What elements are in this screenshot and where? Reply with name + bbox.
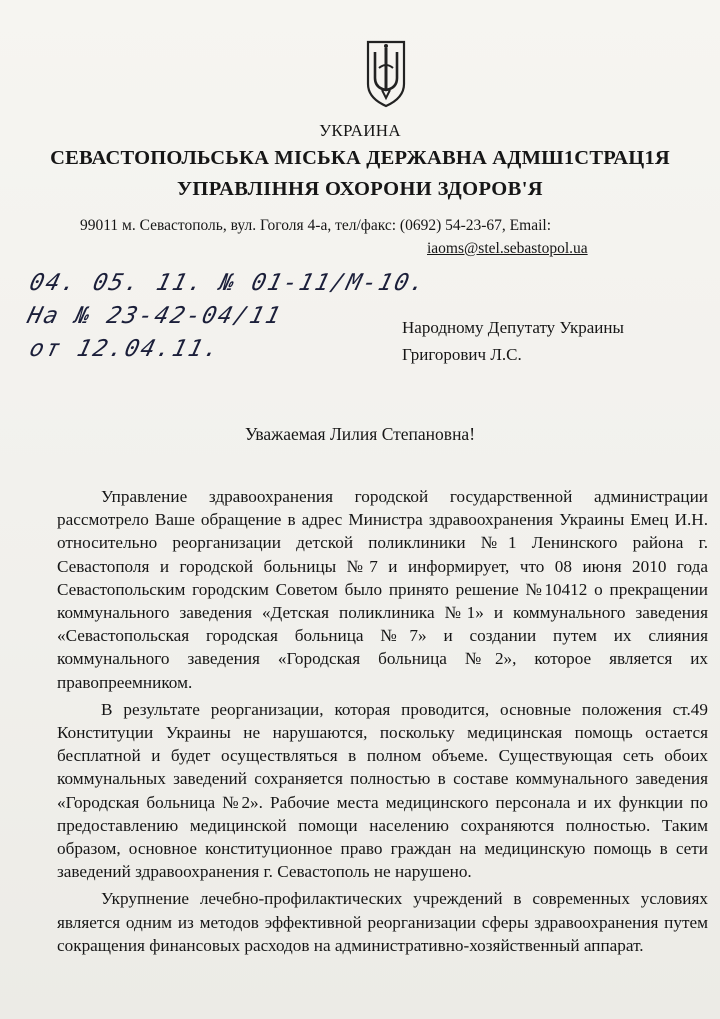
recipient-title: Народному Депутату Украины: [402, 318, 624, 337]
letter-body: [57, 485, 708, 957]
department-name: УПРАВЛІННЯ ОХОРОНИ ЗДОРОВ'Я: [176, 178, 544, 200]
handwritten-outgoing-number: 04. 05. 11. № 01-11/М-10.: [26, 270, 430, 296]
body-paragraph: Управление здравоохранения городской государственной администрации рассмотрело Ваше обращение в адрес Министра здравоохранения Украины Емец И.Н. относительно реорганизации детской поликлиники №1 Ленинского района г. Севастополя и городской больницы №7 и информирует, что 08 июня 2010 года Севастопольским городским Советом было принято решение №10412 о прекращении коммунального заведения «Детская поликлиника №1» и коммунального заведения «Севастопольская городская больница №7» и создании путем их слияния коммунального заведения «Городская больница №2», которое является их правопреемником.: [57, 487, 708, 692]
handwritten-reference-date: от 12.04.11.: [26, 336, 224, 362]
handwritten-reference-number: На № 23-42-04/11: [24, 303, 285, 329]
trident-emblem-icon: [364, 38, 408, 108]
recipient-name: Григорович Л.С.: [402, 345, 522, 364]
email-address: iaoms@stel.sebastopol.ua: [427, 240, 588, 257]
body-paragraph: В результате реорганизации, которая проводится, основные положения ст.49 Конституции Украины не нарушаются, поскольку медицинская помощь остается бесплатной и будет осуществляться в полном объеме. Существующая сеть обоих коммунальных заведений сохраняется полностью в составе коммунального заведения «Городская больница №2». Рабочие места медицинского персонала и их функции по предоставлению медицинской помощи населению сохраняются полностью. Таким образом, основное конституционное право граждан на медицинскую помощь в сети заведений здравоохранения г. Севастополь не нарушено.: [57, 699, 708, 882]
address-line: 99011 м. Севастополь, вул. Гоголя 4-а, тел/факс: (0692) 54-23-67, Email:: [80, 217, 552, 234]
salutation: Уважаемая Лилия Степановна!: [244, 424, 476, 444]
organization-name: СЕВАСТОПОЛЬСЬКА МІСЬКА ДЕРЖАВНА АДМШ1СТРАЦ1Я: [50, 147, 670, 169]
country-heading: УКРАИНА: [319, 121, 401, 140]
body-paragraph: Укрупнение лечебно-профилактических учреждений в современных условиях является одним из методов эффективной реорганизации сферы здравоохранения путем сокращения финансовых расходов на административно-хозяйственный аппарат.: [57, 889, 708, 955]
